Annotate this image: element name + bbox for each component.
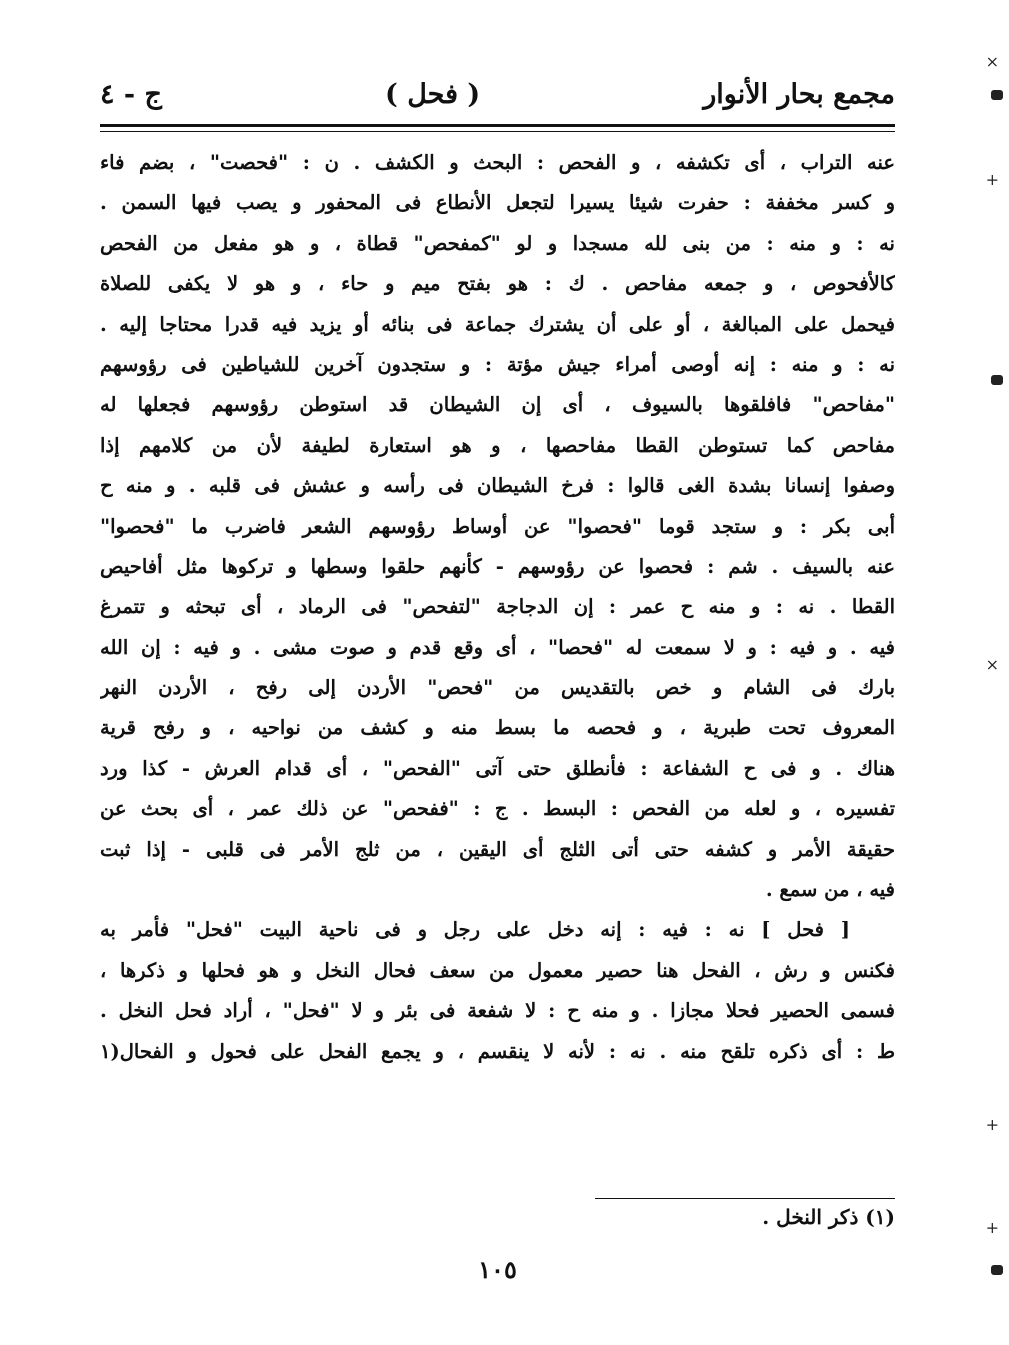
scan-blot <box>991 1265 1003 1275</box>
volume-label: ج - ٤ <box>100 78 162 110</box>
scan-mark: + <box>985 1115 999 1134</box>
main-text <box>100 143 895 1072</box>
text-line: القطا . نه : و منه ح عمر : إن الدجاجة "لتفحص" فى الرماد ، أى تبحثه و تتمرغ <box>100 595 895 619</box>
scan-mark: + <box>985 1218 999 1237</box>
text-line: فسمى الحصير فحلا مجازا . و منه ح : لا شفعة فى بئر و لا "فحل" ، أراد فحل النخل . <box>100 999 895 1023</box>
scan-mark: + <box>985 170 999 189</box>
text-line: مفاحص كما تستوطن القطا مفاحصها ، و هو استعارة لطيفة لأن من كلامهم إذا <box>100 433 895 457</box>
text-line: "مفاحص" فافلقوها بالسيوف ، أى إن الشيطان قد استوطن رؤوسهم فجعلها له <box>100 393 895 417</box>
text-line: نه : و منه : إنه أوصى أمراء جيش مؤتة : و ستجدون آخرين للشياطين فى رؤوسهم <box>100 352 895 376</box>
footnote-rule <box>595 1198 895 1199</box>
text-line: هناك . و فى ح الشفاعة : فأنطلق حتى آتى "الفحص" ، أى قدام العرش - كذا ورد <box>100 756 895 780</box>
scan-blot <box>991 375 1003 385</box>
text-line: فيه ، من سمع . <box>765 878 895 902</box>
text-line: ط : أى ذكره تلقح منه . نه : لأنه لا ينقسم ، و يجمع الفحل على فحول و الفحال(١ <box>100 1039 895 1063</box>
text-line: فيه . و فيه : و لا سمعت له "فحصا" ، أى وقع قدم و صوت مشى . و فيه : إن الله <box>100 635 895 659</box>
text-line: وصفوا إنسانا بشدة الغى قالوا : فرخ الشيطان فى رأسه و عشش فى قلبه . و منه ح <box>100 474 895 498</box>
text-line: فيحمل على المبالغة ، أو على أن يشترك جماعة فى بنائه أو يزيد فيه قدرا محتاجا إليه . <box>100 312 895 336</box>
text-line: كالأفحوص ، و جمعه مفاحص . ك : هو بفتح ميم و حاء ، و هو لا يكفى للصلاة <box>100 272 895 296</box>
text-line: تفسيره ، و لعله من الفحص : البسط . ج : "ففحص" عن ذلك عمر ، أى بحث عن <box>100 797 895 821</box>
text-line: فكنس و رش ، الفحل هنا حصير معمول من سعف فحال النخل و هو فحلها و ذكرها ، <box>100 958 895 982</box>
header-rule-thick <box>100 124 895 127</box>
header-rule-thin <box>100 131 895 132</box>
entry-start-line: [ فحل ] نه : فيه : إنه دخل على رجل و فى ناحية البيت "فحل" فأمر به <box>100 918 850 942</box>
text-line: عنه بالسيف . شم : فحصوا عن رؤوسهم - كأنهم حلقوا وسطها و تركوها مثل أفاحيص <box>100 554 895 578</box>
text-line: نه : و منه : من بنى لله مسجدا و لو "كمفحص" قطاة ، و هو مفعل من الفحص <box>100 231 895 255</box>
book-title: مجمع بحار الأنوار <box>703 78 895 110</box>
page-header <box>100 70 895 118</box>
scan-blot <box>991 90 1003 100</box>
scan-mark: × <box>985 52 999 71</box>
text-line: المعروف تحت طبرية ، و فحصه ما بسط منه و كشف من نواحيه ، و رفح قرية <box>100 716 895 740</box>
text-line: حقيقة الأمر و كشفه حتى أتى الثلج أى اليقين ، من ثلج الأمر فى قلبى - إذا ثبت <box>100 837 895 861</box>
text-line: عنه التراب ، أى تكشفه ، و الفحص : البحث و الكشف . ن : "فحصت" ، بضم فاء <box>100 151 895 174</box>
text-line: أبى بكر : و ستجد قوما "فحصوا" عن أوساط رؤوسهم الشعر فاضرب ما "فحصوا" <box>100 514 895 538</box>
text-line: بارك فى الشام و خص بالتقديس من "فحص" الأردن إلى رفح ، الأردن النهر <box>100 676 895 700</box>
page-number: ١٠٥ <box>478 1255 517 1284</box>
scan-mark: × <box>985 655 999 674</box>
entry-heading: ( فحل ) <box>385 78 481 110</box>
footnote: (١) ذكر النخل . <box>762 1205 895 1229</box>
text-line: و كسر مخففة : حفرت شيئا يسيرا لتجعل الأنطاع فى المحفور و يصب فيها السمن . <box>100 191 895 215</box>
